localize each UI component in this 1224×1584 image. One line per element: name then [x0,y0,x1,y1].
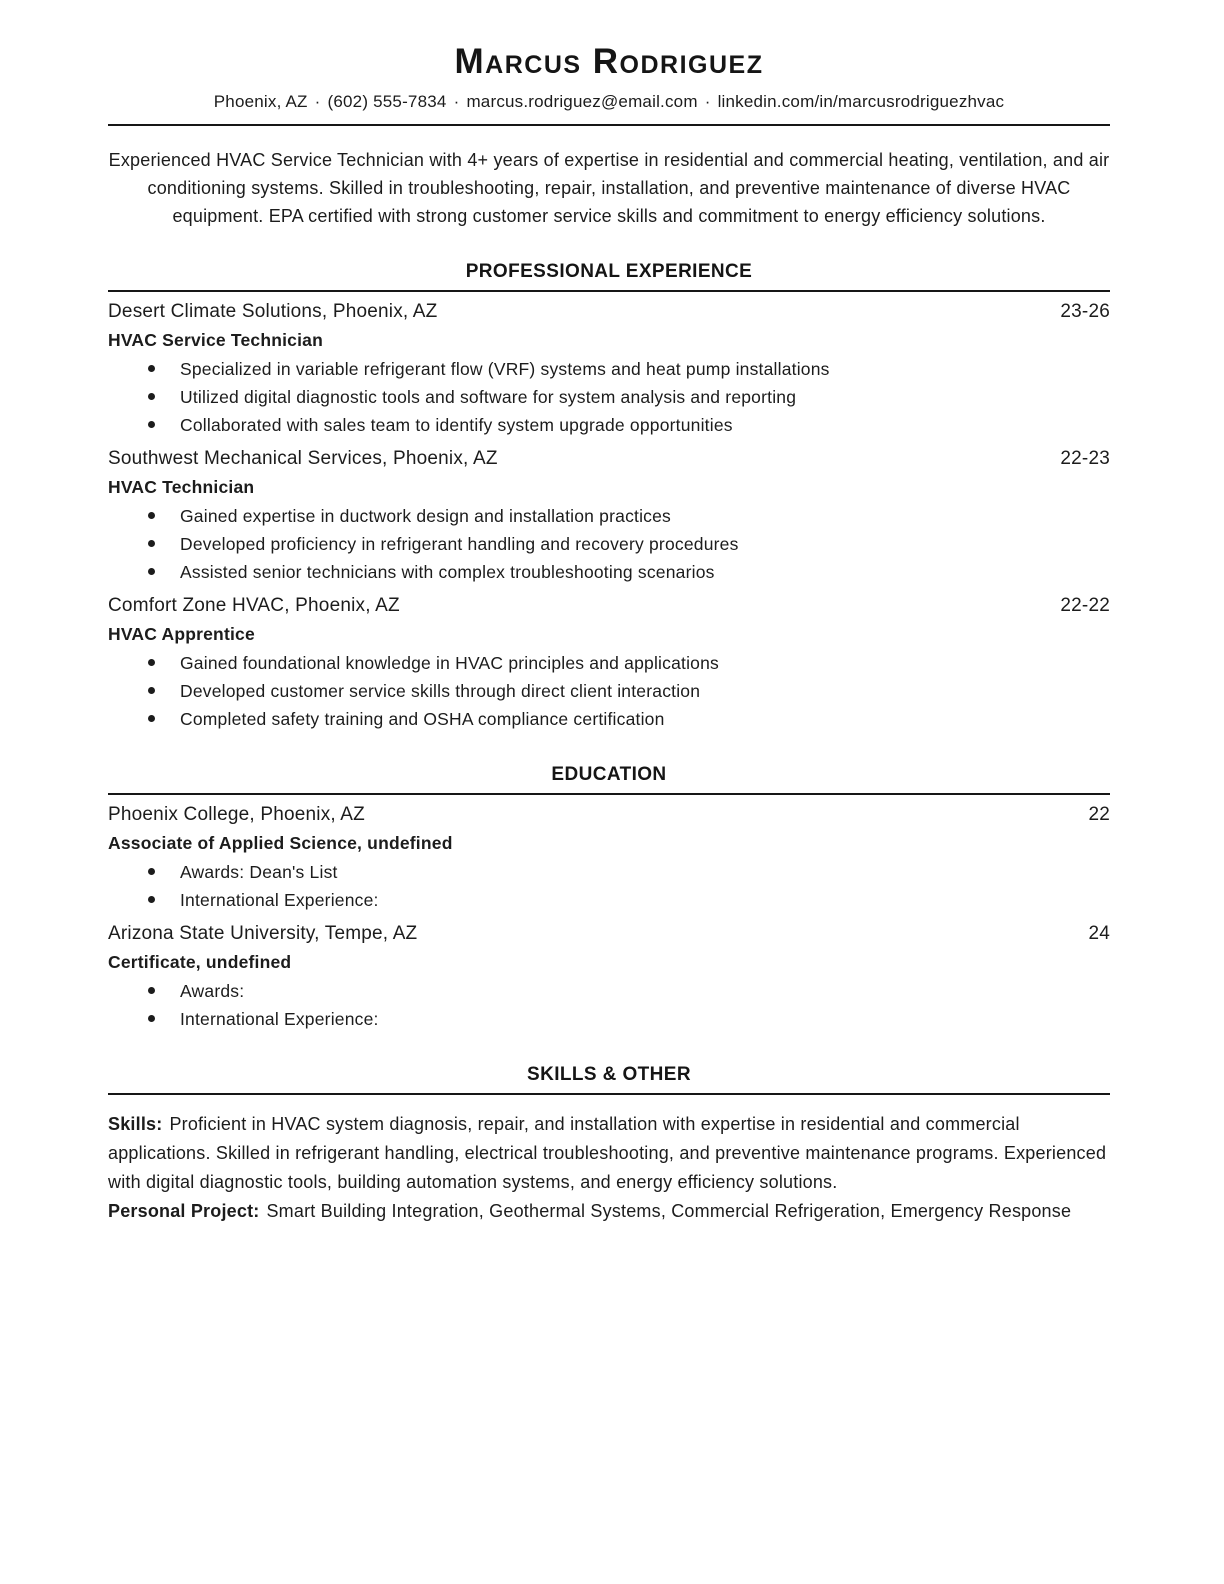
skills-text: Proficient in HVAC system diagnosis, repair, and installation with expertise in residential and commercial applications. Skilled in refrigerant handling, electrical troubleshooting, and preventive maintenance programs. Experienced with digital diagnostic tools, building automation systems, and energy efficiency solutions. [108,1114,1107,1192]
degree-title: Certificate, undefined [108,952,292,972]
section-divider [108,793,1110,795]
skills-paragraph [108,1110,1110,1197]
degree-title: Associate of Applied Science, undefined [108,833,453,853]
section-title-experience: PROFESSIONAL EXPERIENCE [465,261,753,282]
education-entry [108,800,1110,914]
bullet-item: Awards: [108,977,1110,1005]
contact-separator: · [453,92,460,111]
section-education [108,764,1110,1033]
bullet-item: Developed customer service skills through direct client interaction [108,677,1110,705]
contact-location: Phoenix, AZ [213,92,308,111]
entry-dates: 22-22 [1060,595,1110,616]
candidate-name: Marcus Rodriguez [454,42,764,81]
entry-dates: 22-23 [1060,448,1110,469]
contact-linkedin: linkedin.com/in/marcusrodriguezhvac [717,92,1005,111]
company-name: Desert Climate Solutions, Phoenix, AZ [108,301,438,322]
contact-line [108,90,1110,114]
skills-label: Skills: [108,1114,163,1134]
contact-phone: (602) 555-7834 [327,92,447,111]
experience-entry-header [108,444,1110,473]
company-name: Southwest Mechanical Services, Phoenix, AZ [108,448,498,469]
experience-entry [108,591,1110,733]
company-name: Comfort Zone HVAC, Phoenix, AZ [108,595,400,616]
job-title: HVAC Apprentice [108,624,255,644]
experience-entry [108,297,1110,439]
bullet-item: Developed proficiency in refrigerant handling and recovery procedures [108,530,1110,558]
bullet-item: International Experience: [108,886,1110,914]
entry-dates: 23-26 [1060,301,1110,322]
section-title-education: EDUCATION [551,764,667,785]
education-bullet-list [108,858,1110,914]
experience-bullet-list [108,502,1110,586]
contact-separator: · [314,92,321,111]
education-entry-header [108,800,1110,829]
bullet-item: Completed safety training and OSHA compliance certification [108,705,1110,733]
section-divider [108,290,1110,292]
school-name: Phoenix College, Phoenix, AZ [108,804,365,825]
job-title: HVAC Service Technician [108,330,324,350]
entry-dates: 24 [1088,923,1110,944]
job-title: HVAC Technician [108,477,255,497]
bullet-item: Gained expertise in ductwork design and installation practices [108,502,1110,530]
bullet-item: Collaborated with sales team to identify system upgrade opportunities [108,411,1110,439]
bullet-item: Utilized digital diagnostic tools and software for system analysis and reporting [108,383,1110,411]
education-entry [108,919,1110,1033]
personal-project-text: Smart Building Integration, Geothermal Systems, Commercial Refrigeration, Emergency Response [266,1201,1072,1221]
bullet-item: Assisted senior technicians with complex troubleshooting scenarios [108,558,1110,586]
bullet-item: Awards: Dean's List [108,858,1110,886]
education-bullet-list [108,977,1110,1033]
experience-entry [108,444,1110,586]
header-divider [108,124,1110,126]
section-professional-experience [108,261,1110,733]
contact-separator: · [704,92,711,111]
personal-project-label: Personal Project: [108,1201,260,1221]
section-skills-other [108,1064,1110,1226]
resume-header [108,42,1110,114]
education-entry-header [108,919,1110,948]
experience-entry-header [108,297,1110,326]
summary-paragraph: Experienced HVAC Service Technician with 4+ years of expertise in residential and commercial heating, ventilation, and air conditioning systems. Skilled in troubleshooting, repair, installation, and preventive maintenance of diverse HVAC equipment. EPA certified with strong customer service skills and commitment to energy efficiency solutions. [108,150,1110,226]
bullet-item: Gained foundational knowledge in HVAC principles and applications [108,649,1110,677]
bullet-item: International Experience: [108,1005,1110,1033]
bullet-item: Specialized in variable refrigerant flow (VRF) systems and heat pump installations [108,355,1110,383]
entry-dates: 22 [1088,804,1110,825]
experience-bullet-list [108,355,1110,439]
section-divider [108,1093,1110,1095]
school-name: Arizona State University, Tempe, AZ [108,923,418,944]
contact-email: marcus.rodriguez@email.com [466,92,698,111]
section-title-skills: SKILLS & OTHER [527,1064,691,1085]
personal-project-paragraph [108,1197,1110,1226]
experience-entry-header [108,591,1110,620]
experience-bullet-list [108,649,1110,733]
